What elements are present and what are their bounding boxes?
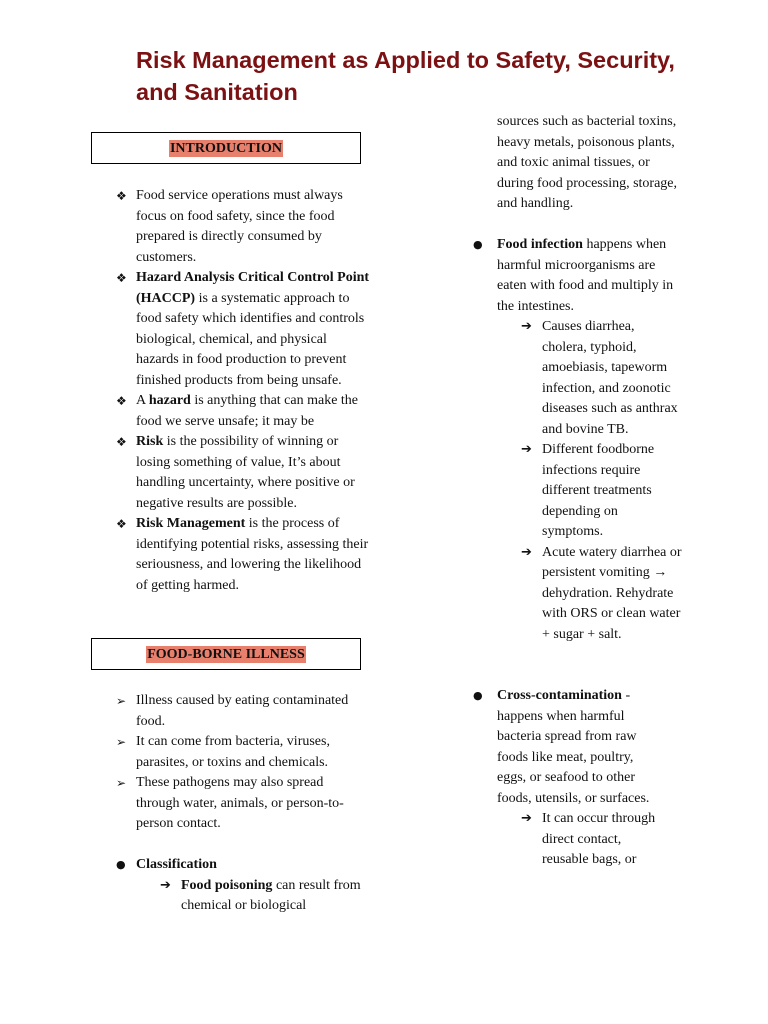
arrow-bullet-icon: ➔ — [521, 544, 532, 560]
diamond-bullet-icon: ❖ — [116, 394, 127, 408]
section-title: FOOD-BORNE ILLNESS — [147, 646, 305, 662]
list-item-food-infection: ● Food infection happens when harmful microorganisms are eaten with food and multiply in the intestines. — [473, 237, 674, 314]
list-item: ❖ Risk is the possibility of winning or losing something of value, It’s about handling uncertainty, where positive or negative results are possible. — [116, 434, 355, 511]
list-item: ❖ Risk Management is the process of identifying potential risks, assessing their seriousness, and lowering the likelihood of getting harmed. — [116, 516, 369, 593]
section-header-foodborne — [91, 638, 361, 670]
page-title: Risk Management as Applied to Safety, Security, and Sanitation — [136, 47, 675, 105]
sub-item: ➔ It can occur through direct contact, reusable bags, or — [521, 811, 656, 867]
section-header-introduction — [91, 132, 361, 164]
arrow-bullet-icon: ➔ — [521, 442, 532, 457]
dot-bullet-icon: ● — [116, 858, 126, 871]
right-column — [473, 112, 685, 871]
section-title: INTRODUCTION — [169, 140, 282, 156]
list-item-cross-contamination: ● Cross-contamination - happens when harmful bacteria spread from raw foods like meat, poultry, eggs, or seafood to other foods, utensils, or surfaces. — [473, 688, 650, 806]
arrow-bullet-icon: ➔ — [521, 319, 532, 334]
diamond-bullet-icon: ❖ — [116, 189, 127, 203]
poisoning-continuation: sources such as bacterial toxins, heavy metals, poisonous plants, and toxic animal tissues, or during food processing, storage, and handling. — [497, 114, 678, 211]
list-item: ❖ A hazard is anything that can make the food we serve unsafe; it may be — [116, 393, 359, 429]
dot-bullet-icon: ● — [473, 689, 483, 702]
dot-bullet-icon: ● — [473, 238, 483, 251]
sub-item-food-poisoning: ➔ Food poisoning can result from chemical or biological — [160, 877, 361, 913]
list-item-classification: ● Classification — [92, 855, 364, 876]
arrowhead-bullet-icon: ➢ — [116, 776, 127, 790]
arrowhead-bullet-icon: ➢ — [116, 694, 127, 708]
foodborne-list — [92, 691, 364, 917]
list-item: ➢ These pathogens may also spread through water, animals, or person-to-person contact. — [116, 775, 344, 831]
sub-item: ➔ Different foodborne infections require different treatments depending on symptoms. — [521, 442, 655, 539]
list-item: ❖ Hazard Analysis Critical Control Point (HACCP) is a systematic approach to food safety which identifies and controls biological, chemical, and physical hazards in food production to prevent finished products from being unsafe. — [116, 270, 370, 388]
intro-list — [92, 186, 372, 596]
list-item: ❖ Food service operations must always focus on food safety, since the food prepared is directly consumed by customers. — [116, 188, 343, 265]
diamond-bullet-icon: ❖ — [116, 271, 127, 285]
sub-item: ➔ Causes diarrhea, cholera, typhoid, amoebiasis, tapeworm infection, and zoonotic diseases such as anthrax and bovine TB. — [521, 319, 678, 437]
diamond-bullet-icon: ❖ — [116, 435, 127, 449]
arrowhead-bullet-icon: ➢ — [116, 735, 127, 749]
arrow-bullet-icon: ➔ — [521, 811, 532, 826]
arrow-bullet-icon: ➔ — [160, 877, 171, 893]
diamond-bullet-icon: ❖ — [116, 517, 127, 531]
list-item: ➢ Illness caused by eating contaminated food. — [116, 693, 349, 729]
list-item: ➢ It can come from bacteria, viruses, parasites, or toxins and chemicals. — [116, 734, 330, 770]
sub-item: ➔ Acute watery diarrhea or persistent vomiting → dehydration. Rehydrate with ORS or clean water + sugar + salt. — [521, 544, 682, 642]
